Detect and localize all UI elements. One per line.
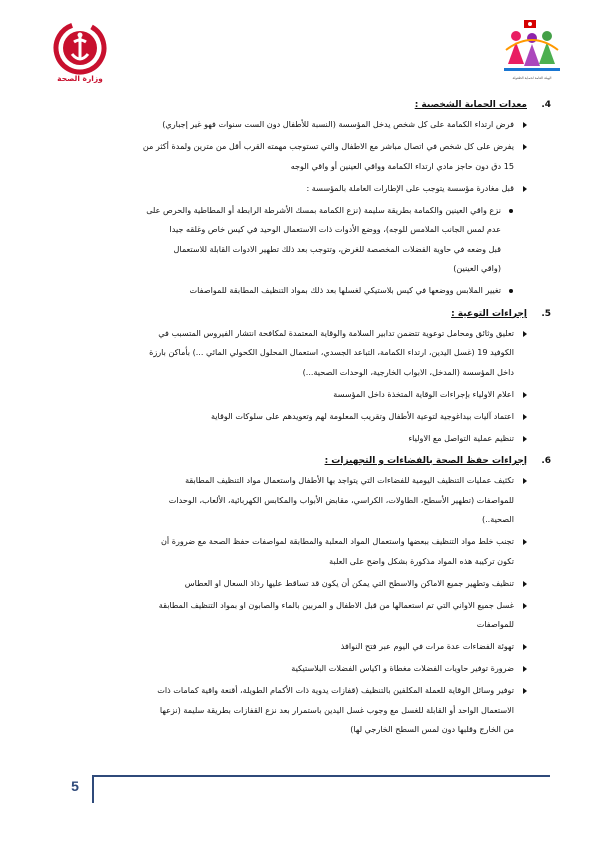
item-text-line: تغيير الملابس ووضعها في كيس بلاستيكي لغسلها بعد ذلك بمواد التنظيف المطابقة للمواصفات [189, 285, 501, 295]
sub-bullet-item [42, 281, 527, 301]
item-text-line: نزع واقي العينين والكمامة بطريقة سليمة (نزع الكمامة بمسك الأشرطة الرابطة أو المطاطية والحرص على [146, 204, 501, 215]
item-text-line: للمواصفات [476, 619, 514, 629]
item-text-line: يفرض على كل شخص في اتصال مباشر مع الاطفال والتي تستوجب مهمته القرب أقل من مترين ولمدة أكثر من [142, 141, 514, 151]
item-text-line: تكثيف عمليات التنظيف اليومية للفضاءات التي يتواجد بها الأطفال واستعمال مواد التنظيف المطابقة [185, 475, 514, 485]
item-text-line: الكوفيد 19 (غسل اليدين، ارتداء الكمامة، التباعد الجسدي، استعمال المحلول الكحولي المائي ...) بأماكن بارزة [149, 347, 514, 357]
item-text-line: للمواصفات (تطهير الأسطح، الطاولات، الكراسي، مقابض الأبواب والمكابس الكهربائية، الألعاب، الوحدات [168, 494, 514, 505]
sub-bullet-item [42, 201, 527, 279]
item-text-line: تجنب خلط مواد التنظيف ببعضها واستعمال المواد المعلبة والمطابقة لمواصفات حفظ الصحة مع ضرورة أن [160, 536, 514, 546]
footer-rule [92, 775, 550, 777]
item-text-line: تهوئة الفضاءات عدة مرات في اليوم عبر فتح النوافذ [340, 641, 514, 651]
section-number: .6 [541, 456, 551, 466]
child-protection-logo [502, 20, 562, 84]
section-title: إجراءات التوعية : [451, 308, 527, 319]
bullet-item [42, 532, 527, 571]
bullet-item [42, 137, 527, 176]
section [42, 308, 551, 449]
item-text-line: اعلام الاولياء بإجراءات الوقاية المتخذة داخل المؤسسة [333, 388, 514, 399]
item-text-line: تنظيف وتطهير جميع الاماكن والاسطح التي يمكن أن يكون قد تساقط عليها رذاذ السعال او العطاس [184, 577, 514, 588]
item-text-line: تكون تركيبة هذه المواد مذكورة بشكل واضح على العلبة [329, 555, 514, 566]
bullet-item [42, 324, 527, 383]
item-text-line: تنظيم عملية التواصل مع الاولياء [408, 432, 514, 443]
child-protection-logo-caption: الهيئة العامة لحماية الطفولة [512, 76, 552, 80]
bullet-item [42, 637, 527, 657]
footer-divider [92, 775, 94, 803]
item-text-line: تعليق وثائق ومحامل توعوية تتضمن تدابير السلامة والوقاية المعتمدة لمكافحة انتشار الفيروس المتسبب في [158, 327, 514, 338]
section [42, 455, 551, 740]
item-text-line: 15 دق دون حاجز مادي ارتداء الكمامة وواقي العينين أو واقي الوجه [290, 160, 514, 171]
bullet-item [42, 471, 527, 530]
item-text-line: فرض ارتداء الكمامة على كل شخص يدخل المؤسسة (النسبة للأطفال دون الست سنوات فهو غير إجباري) [162, 119, 514, 129]
item-text-line: غسل جميع الاواني التي تم استعمالها من قبل الاطفال و المربين بالماء والصابون او بمواد التنظيف المطابقة [158, 599, 514, 610]
section-number: .5 [541, 308, 551, 319]
item-text-line: (واقي العينين) [453, 263, 501, 273]
bullet-item [42, 407, 527, 427]
section [42, 99, 551, 301]
item-text-line: توفير وسائل الوقاية للعملة المكلفين بالتنظيف (قفازات يدوية ذات الأكمام الطويلة، أقنعة واقية كمامات ذات [157, 685, 514, 695]
section-title: إجراءات حفظ الصحة بالفضاءات و التجهيزات : [324, 456, 527, 466]
bullet-item [42, 179, 527, 199]
section-heading [42, 455, 551, 467]
bullet-item [42, 659, 527, 679]
item-text-line: الاستعمال الواحد أو القابلة للغسل مع وجوب غسل اليدين باستمرار بعد نزع القفازات بطريقة سليمة (نزعها [159, 704, 514, 715]
item-text-line: داخل المؤسسة (المدخل، الابواب الخارجية، الوحدات الصحية...) [302, 366, 514, 377]
page-number: 5 [71, 778, 79, 794]
section-title: معدات الحماية الشخصية : [414, 100, 527, 110]
item-text-line: قبل وضعه في حاوية الفضلات المخصصة للغرض، وتتوجب بعد ذلك تطهير الادوات القابلة للاستعمال [173, 243, 501, 254]
section-heading [42, 308, 551, 320]
item-text-line: عدم لمس الجانب الملامس للوجه)، ووضع الأدوات ذات الاستعمال الوحيد في كيس خاص وغلقه جيدا [169, 224, 501, 234]
section-number: .4 [541, 100, 551, 110]
item-text-line: الصحية..) [481, 514, 514, 524]
bullet-item [42, 115, 527, 135]
ministry-name: وزارة الصحة [57, 74, 103, 83]
bullet-item [42, 429, 527, 449]
bullet-item [42, 681, 527, 740]
bullet-item [42, 574, 527, 594]
item-text-line: اعتماد آليات بيداغوجية لتوعية الأطفال وتقريب المعلومة لهم وتعويدهم على سلوكات الوقاية [210, 410, 514, 421]
document-body [42, 92, 551, 742]
item-text-line: ضرورة توفير حاويات الفضلات مغطاة و اكياس الفضلات البلاستيكية [291, 663, 514, 673]
item-text-line: من الخارج وقلبها دون لمس السطح الخارجي لها) [350, 724, 514, 734]
section-heading [42, 99, 551, 111]
bullet-item [42, 385, 527, 405]
item-text-line: قبل مغادرة مؤسسة يتوجب على الإطارات العاملة بالمؤسسة : [306, 182, 514, 193]
bullet-item [42, 596, 527, 635]
